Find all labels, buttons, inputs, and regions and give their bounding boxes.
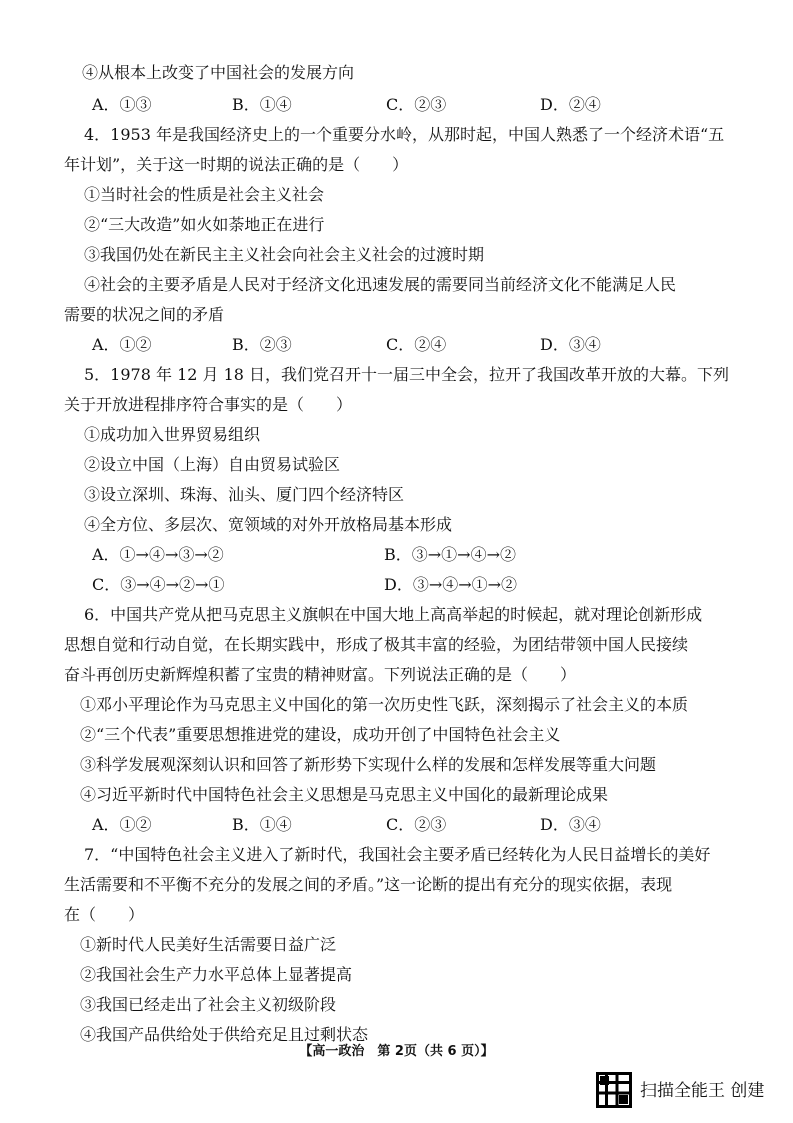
q5-stem-line-1: 5．1978 年 12 月 18 日，我们党召开十一届三中全会，拉开了我国改革开放的大幕。下列 bbox=[84, 365, 730, 384]
q4-stem-line-2: 年计划”，关于这一时期的说法正确的是（ ） bbox=[64, 155, 409, 174]
q6-stem-line-1: 6．中国共产党从把马克思主义旗帜在中国大地上高高举起的时候起，就对理论创新形成 bbox=[84, 605, 703, 624]
q6-item-3: ③科学发展观深刻认识和回答了新形势下实现什么样的发展和怎样发展等重大问题 bbox=[80, 755, 657, 774]
page-footer: 【高一政治 第 2页（共 6 页）】 bbox=[299, 1044, 494, 1059]
q5-item-3: ③设立深圳、珠海、汕头、厦门四个经济特区 bbox=[84, 485, 405, 504]
q5-option-b: B．③→①→④→② bbox=[384, 545, 516, 564]
q6-option-d: D．③④ bbox=[540, 815, 601, 834]
q6-option-c: C．②③ bbox=[386, 815, 447, 834]
q3-item-4: ④从根本上改变了中国社会的发展方向 bbox=[82, 63, 355, 82]
q4-item-3: ③我国仍处在新民主主义社会向社会主义社会的过渡时期 bbox=[84, 245, 485, 264]
qr-code-icon bbox=[596, 1072, 632, 1108]
q7-item-2: ②我国社会生产力水平总体上显著提高 bbox=[80, 965, 353, 984]
q4-option-c: C．②④ bbox=[386, 335, 447, 354]
q6-stem-line-3: 奋斗再创历史新辉煌积蓄了宝贵的精神财富。下列说法正确的是（ ） bbox=[64, 665, 577, 684]
q3-option-a: A．①③ bbox=[92, 95, 152, 114]
q7-stem-line-1: 7．“中国特色社会主义进入了新时代，我国社会主要矛盾已经转化为人民日益增长的美好 bbox=[84, 845, 711, 864]
q6-item-1: ①邓小平理论作为马克思主义中国化的第一次历史性飞跃，深刻揭示了社会主义的本质 bbox=[80, 695, 689, 714]
q5-option-c: C．③→④→②→① bbox=[92, 575, 225, 594]
q6-item-2: ②“三个代表”重要思想推进党的建设，成功开创了中国特色社会主义 bbox=[80, 725, 561, 744]
q4-item-2: ②“三大改造”如火如荼地正在进行 bbox=[84, 215, 325, 234]
q5-item-4: ④全方位、多层次、宽领域的对外开放格局基本形成 bbox=[84, 515, 453, 534]
q7-stem-line-2: 生活需要和不平衡不充分的发展之间的矛盾。”这一论断的提出有充分的现实依据，表现 bbox=[64, 875, 673, 894]
q3-option-b: B．①④ bbox=[232, 95, 292, 114]
q4-option-b: B．②③ bbox=[232, 335, 292, 354]
q3-option-d: D．②④ bbox=[540, 95, 601, 114]
q6-option-a: A．①② bbox=[92, 815, 152, 834]
scanner-watermark: 扫描全能王 创建 bbox=[640, 1081, 765, 1101]
q3-option-c: C．②③ bbox=[386, 95, 447, 114]
q4-item-4-cont: 需要的状况之间的矛盾 bbox=[64, 305, 225, 324]
q6-stem-line-2: 思想自觉和行动自觉，在长期实践中，形成了极其丰富的经验，为团结带领中国人民接续 bbox=[64, 635, 689, 654]
q4-option-a: A．①② bbox=[92, 335, 152, 354]
q5-option-a: A．①→④→③→② bbox=[92, 545, 224, 564]
q6-item-4: ④习近平新时代中国特色社会主义思想是马克思主义中国化的最新理论成果 bbox=[80, 785, 609, 804]
q5-item-2: ②设立中国（上海）自由贸易试验区 bbox=[84, 455, 341, 474]
q6-option-b: B．①④ bbox=[232, 815, 292, 834]
q4-item-1: ①当时社会的性质是社会主义社会 bbox=[84, 185, 325, 204]
q7-item-4: ④我国产品供给处于供给充足且过剩状态 bbox=[80, 1025, 369, 1044]
q4-option-d: D．③④ bbox=[540, 335, 601, 354]
q7-item-1: ①新时代人民美好生活需要日益广泛 bbox=[80, 935, 337, 954]
q7-item-3: ③我国已经走出了社会主义初级阶段 bbox=[80, 995, 337, 1014]
q7-stem-line-3: 在（ ） bbox=[64, 905, 145, 924]
q5-item-1: ①成功加入世界贸易组织 bbox=[84, 425, 261, 444]
q5-stem-line-2: 关于开放进程排序符合事实的是（ ） bbox=[64, 395, 353, 414]
q4-stem-line-1: 4．1953 年是我国经济史上的一个重要分水岭，从那时起，中国人熟悉了一个经济术语“五 bbox=[84, 125, 725, 144]
q4-item-4: ④社会的主要矛盾是人民对于经济文化迅速发展的需要同当前经济文化不能满足人民 bbox=[84, 275, 677, 294]
q5-option-d: D．③→④→①→② bbox=[384, 575, 518, 594]
